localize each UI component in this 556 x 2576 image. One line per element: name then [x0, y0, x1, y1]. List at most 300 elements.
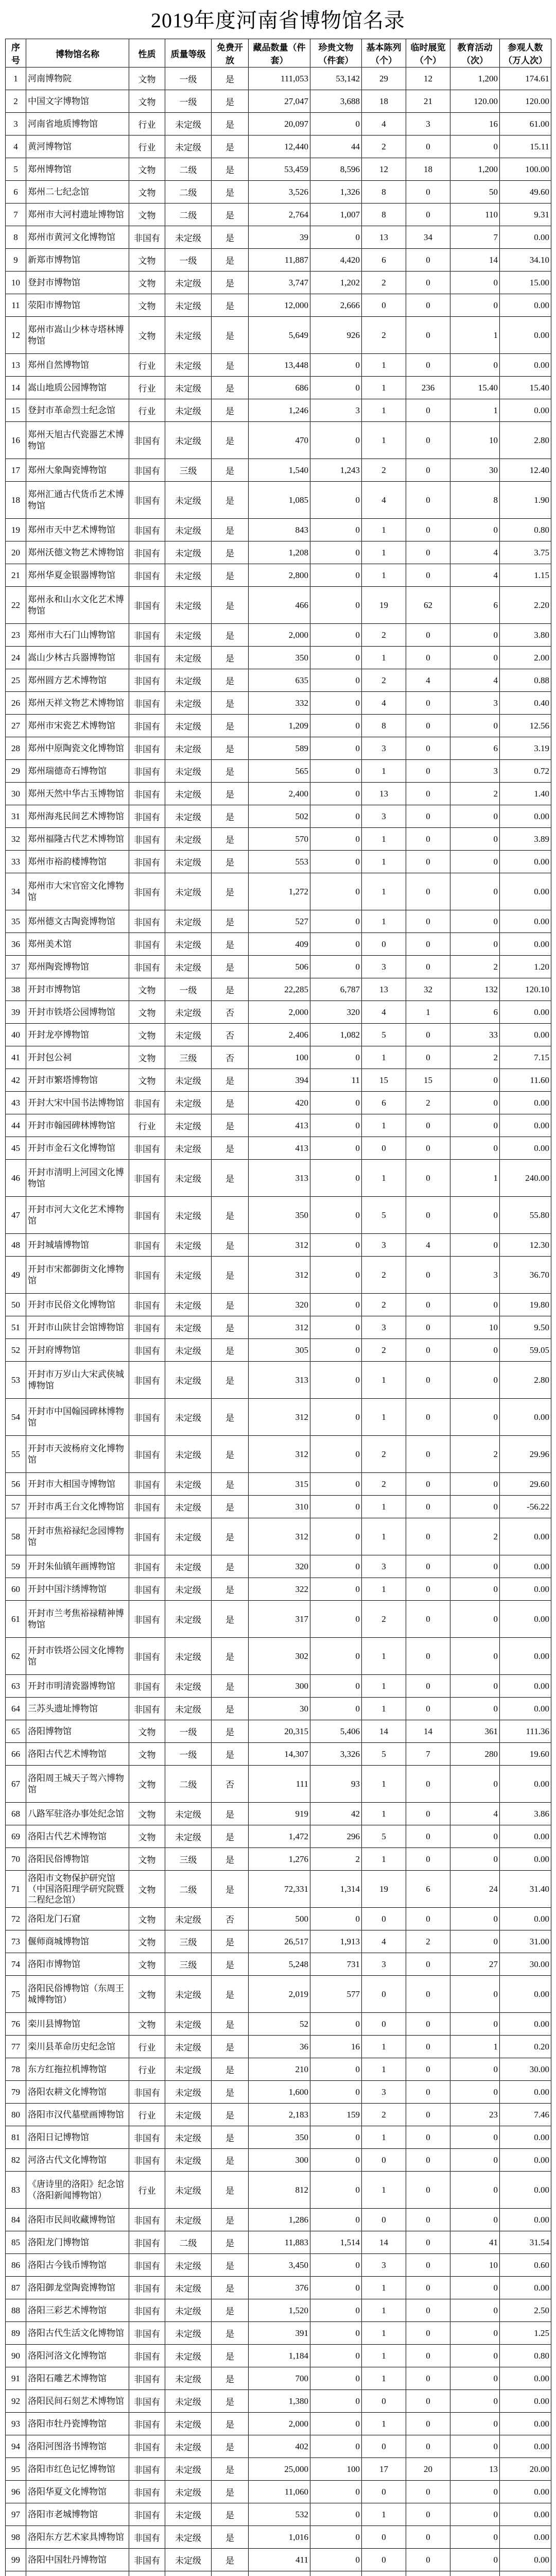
museum-name-cell: 东方红拖拉机博物馆: [26, 2058, 129, 2081]
free-open-cell: 是: [212, 2058, 249, 2081]
nature-cell: 非国有: [129, 482, 165, 519]
education-activities-cell: 0: [450, 2299, 500, 2322]
museum-name-cell: 开封市翰园碑林博物馆: [26, 1114, 129, 1137]
nature-cell: 文物: [129, 67, 165, 90]
basic-exhibitions-cell: 0: [362, 1976, 406, 2013]
temporary-exhibitions-cell: 0: [406, 1257, 450, 1294]
quality-grade-cell: 未定级: [165, 541, 212, 564]
basic-exhibitions-cell: 6: [362, 249, 406, 272]
education-activities-cell: 6: [450, 737, 500, 760]
basic-exhibitions-cell: 3: [362, 956, 406, 978]
education-activities-cell: 0: [450, 354, 500, 377]
museum-name-cell: 开封市山陕甘会馆博物馆: [26, 1316, 129, 1339]
collection-count-cell: 111: [249, 1766, 310, 1803]
quality-grade-cell: 未定级: [165, 1197, 212, 1234]
row-number-cell: 5: [6, 158, 26, 181]
basic-exhibitions-cell: 1: [362, 1114, 406, 1137]
table-row: [6, 2322, 551, 2345]
education-activities-cell: 23: [450, 2104, 500, 2126]
collection-count-cell: 500: [249, 1908, 310, 1930]
table-row: [6, 2013, 551, 2036]
nature-cell: 文物: [129, 1825, 165, 1848]
precious-relics-cell: 1,913: [310, 1930, 362, 1953]
quality-grade-cell: 未定级: [165, 933, 212, 956]
nature-cell: 非国有: [129, 519, 165, 541]
nature-cell: 非国有: [129, 647, 165, 669]
education-activities-cell: 15.40: [450, 377, 500, 399]
visitors-cell: 0.00: [500, 399, 551, 422]
precious-relics-cell: 5,406: [310, 1720, 362, 1743]
museum-name-cell: 登封市革命烈士纪念馆: [26, 399, 129, 422]
quality-grade-cell: 未定级: [165, 294, 212, 317]
visitors-cell: 30.00: [500, 2058, 551, 2081]
basic-exhibitions-cell: 0: [362, 1137, 406, 1160]
museum-name-cell: 开封大宋中国书法博物馆: [26, 1092, 129, 1114]
nature-cell: 行业: [129, 135, 165, 158]
basic-exhibitions-cell: 1: [362, 1638, 406, 1675]
education-activities-cell: 3: [450, 760, 500, 783]
education-activities-cell: 10: [450, 422, 500, 459]
table-row: [6, 2345, 551, 2367]
basic-exhibitions-cell: 2: [362, 1473, 406, 1496]
free-open-cell: 否: [212, 1024, 249, 1046]
temporary-exhibitions-cell: 0: [406, 873, 450, 910]
free-open-cell: [212, 2571, 249, 2576]
quality-grade-cell: 未定级: [165, 1024, 212, 1046]
row-number-cell: 80: [6, 2104, 26, 2126]
quality-grade-cell: 未定级: [165, 317, 212, 354]
quality-grade-cell: 未定级: [165, 2458, 212, 2481]
museum-name-cell: 开封中国汴绣博物馆: [26, 1578, 129, 1601]
visitors-cell: 0.00: [500, 2413, 551, 2435]
table-row: [6, 2367, 551, 2390]
table-row: [6, 624, 551, 647]
quality-grade-cell: 未定级: [165, 624, 212, 647]
precious-relics-cell: 0: [310, 541, 362, 564]
education-activities-cell: 0: [450, 2526, 500, 2549]
museum-name-cell: 开封市民俗文化博物馆: [26, 1294, 129, 1316]
quality-grade-cell: 未定级: [165, 805, 212, 828]
collection-count-cell: 22,285: [249, 978, 310, 1001]
education-activities-cell: 0: [450, 2481, 500, 2503]
row-number-cell: 53: [6, 1362, 26, 1399]
basic-exhibitions-cell: 2: [362, 669, 406, 692]
visitors-cell: 31.54: [500, 2231, 551, 2254]
quality-grade-cell: 未定级: [165, 1257, 212, 1294]
row-number-cell: 50: [6, 1294, 26, 1316]
row-number-cell: 78: [6, 2058, 26, 2081]
visitors-cell: 0.00: [500, 1601, 551, 1638]
temporary-exhibitions-cell: 0: [406, 2413, 450, 2435]
nature-cell: 非国有: [129, 1399, 165, 1436]
quality-grade-cell: 未定级: [165, 2277, 212, 2299]
museum-name-cell: 洛阳民间石刻艺术博物馆: [26, 2390, 129, 2413]
visitors-cell: 0.00: [500, 851, 551, 873]
temporary-exhibitions-cell: 0: [406, 1825, 450, 1848]
nature-cell: 文物: [129, 1024, 165, 1046]
visitors-cell: [500, 2571, 551, 2576]
museum-name-cell: 荥阳市博物馆: [26, 294, 129, 317]
row-number-cell: 29: [6, 760, 26, 783]
quality-grade-cell: 三级: [165, 1930, 212, 1953]
row-number-cell: 1: [6, 67, 26, 90]
basic-exhibitions-cell: 2: [362, 1339, 406, 1362]
row-number-cell: 82: [6, 2149, 26, 2172]
museum-name-cell: 开封市宋都御街文化博物馆: [26, 1257, 129, 1294]
free-open-cell: 是: [212, 1601, 249, 1638]
free-open-cell: 是: [212, 1976, 249, 2013]
table-row: [6, 1908, 551, 1930]
nature-cell: 非国有: [129, 669, 165, 692]
row-number-cell: 47: [6, 1197, 26, 1234]
quality-grade-cell: 未定级: [165, 482, 212, 519]
table-row: [6, 956, 551, 978]
visitors-cell: 0.00: [500, 1137, 551, 1160]
quality-grade-cell: 未定级: [165, 1001, 212, 1024]
collection-count-cell: 26,517: [249, 1930, 310, 1953]
quality-grade-cell: 未定级: [165, 2549, 212, 2571]
precious-relics-cell: 0: [310, 783, 362, 805]
education-activities-cell: 0: [450, 1908, 500, 1930]
quality-grade-cell: 未定级: [165, 2367, 212, 2390]
education-activities-cell: 0: [450, 2322, 500, 2345]
education-activities-cell: 4: [450, 541, 500, 564]
collection-count-cell: 11,883: [249, 2231, 310, 2254]
nature-cell: 文物: [129, 272, 165, 294]
temporary-exhibitions-cell: 0: [406, 1197, 450, 1234]
temporary-exhibitions-cell: 0: [406, 647, 450, 669]
visitors-cell: 3.80: [500, 624, 551, 647]
free-open-cell: 是: [212, 2345, 249, 2367]
temporary-exhibitions-cell: 0: [406, 1908, 450, 1930]
museum-name-cell: 郑州天旭古代瓷器艺术博物馆: [26, 422, 129, 459]
quality-grade-cell: 一级: [165, 1720, 212, 1743]
free-open-cell: 是: [212, 737, 249, 760]
temporary-exhibitions-cell: 0: [406, 1362, 450, 1399]
temporary-exhibitions-cell: 0: [406, 1578, 450, 1601]
temporary-exhibitions-cell: 1: [406, 1001, 450, 1024]
temporary-exhibitions-cell: 0: [406, 2254, 450, 2277]
nature-cell: 非国有: [129, 2345, 165, 2367]
precious-relics-cell: 731: [310, 1953, 362, 1976]
precious-relics-cell: 42: [310, 1803, 362, 1825]
basic-exhibitions-cell: 0: [362, 2435, 406, 2458]
nature-cell: 非国有: [129, 2231, 165, 2254]
temporary-exhibitions-cell: 0: [406, 1160, 450, 1197]
temporary-exhibitions-cell: 0: [406, 1436, 450, 1473]
temporary-exhibitions-cell: 15: [406, 1069, 450, 1092]
free-open-cell: 是: [212, 692, 249, 715]
museum-name-cell: 郑州汇通古代货币艺术博物馆: [26, 482, 129, 519]
collection-count-cell: 2,400: [249, 783, 310, 805]
precious-relics-cell: 0: [310, 2013, 362, 2036]
quality-grade-cell: 未定级: [165, 519, 212, 541]
temporary-exhibitions-cell: 2: [406, 1092, 450, 1114]
temporary-exhibitions-cell: 0: [406, 2277, 450, 2299]
free-open-cell: 是: [212, 933, 249, 956]
museum-name-cell: 开封包公祠: [26, 1046, 129, 1069]
basic-exhibitions-cell: 5: [362, 1024, 406, 1046]
education-activities-cell: 3: [450, 1257, 500, 1294]
table-row: [6, 1496, 551, 1518]
collection-count-cell: 20,097: [249, 113, 310, 135]
temporary-exhibitions-cell: 0: [406, 204, 450, 226]
row-number-cell: 31: [6, 805, 26, 828]
visitors-cell: 0.00: [500, 1675, 551, 1698]
temporary-exhibitions-cell: 0: [406, 783, 450, 805]
visitors-cell: 0.80: [500, 519, 551, 541]
basic-exhibitions-cell: 1: [362, 2126, 406, 2149]
nature-cell: 文物: [129, 978, 165, 1001]
collection-count-cell: 317: [249, 1601, 310, 1638]
visitors-cell: 11.60: [500, 1069, 551, 1092]
temporary-exhibitions-cell: 0: [406, 1976, 450, 2013]
nature-cell: 非国有: [129, 2503, 165, 2526]
temporary-exhibitions-cell: 0: [406, 1046, 450, 1069]
nature-cell: 文物: [129, 90, 165, 113]
precious-relics-cell: 1,202: [310, 272, 362, 294]
collection-count-cell: 332: [249, 692, 310, 715]
quality-grade-cell: 三级: [165, 1046, 212, 1069]
quality-grade-cell: 未定级: [165, 1069, 212, 1092]
temporary-exhibitions-cell: 7: [406, 1743, 450, 1766]
education-activities-cell: 0: [450, 1399, 500, 1436]
basic-exhibitions-cell: 1: [362, 760, 406, 783]
collection-count-cell: 565: [249, 760, 310, 783]
precious-relics-cell: 0: [310, 2345, 362, 2367]
free-open-cell: 是: [212, 1743, 249, 1766]
row-number-cell: 37: [6, 956, 26, 978]
basic-exhibitions-cell: 13: [362, 226, 406, 249]
free-open-cell: 是: [212, 1362, 249, 1399]
visitors-cell: 0.20: [500, 2036, 551, 2058]
collection-count-cell: 812: [249, 2172, 310, 2209]
collection-count-cell: 302: [249, 1638, 310, 1675]
free-open-cell: 否: [212, 1046, 249, 1069]
nature-cell: 非国有: [129, 2367, 165, 2390]
basic-exhibitions-cell: 1: [362, 354, 406, 377]
education-activities-cell: 0: [450, 851, 500, 873]
visitors-cell: 0.00: [500, 2081, 551, 2104]
education-activities-cell: 2: [450, 956, 500, 978]
visitors-cell: 0.00: [500, 2172, 551, 2209]
collection-count-cell: 2,000: [249, 1001, 310, 1024]
quality-grade-cell: 未定级: [165, 226, 212, 249]
precious-relics-cell: 0: [310, 2481, 362, 2503]
museum-name-cell: 洛阳古代生活文化博物馆: [26, 2322, 129, 2345]
education-activities-cell: 361: [450, 1720, 500, 1743]
museum-name-cell: 郑州市大河村遗址博物馆: [26, 204, 129, 226]
visitors-cell: 3.86: [500, 1803, 551, 1825]
quality-grade-cell: 未定级: [165, 956, 212, 978]
collection-count-cell: 466: [249, 587, 310, 624]
museum-name-cell: 郑州大象陶瓷博物馆: [26, 459, 129, 482]
education-activities-cell: 0: [450, 647, 500, 669]
nature-cell: 文物: [129, 1743, 165, 1766]
quality-grade-cell: 一级: [165, 249, 212, 272]
temporary-exhibitions-cell: 0: [406, 1114, 450, 1137]
visitors-cell: 1.90: [500, 482, 551, 519]
free-open-cell: 是: [212, 317, 249, 354]
museum-name-cell: 洛阳三彩艺术博物馆: [26, 2299, 129, 2322]
free-open-cell: 是: [212, 624, 249, 647]
precious-relics-cell: 0: [310, 2367, 362, 2390]
quality-grade-cell: 未定级: [165, 783, 212, 805]
collection-count-cell: 312: [249, 1257, 310, 1294]
basic-exhibitions-cell: 8: [362, 181, 406, 204]
collection-count-cell: 2,183: [249, 2104, 310, 2126]
column-header: 临时展览（个）: [406, 39, 450, 67]
education-activities-cell: 50: [450, 181, 500, 204]
education-activities-cell: 2: [450, 1046, 500, 1069]
visitors-cell: 0.00: [500, 2503, 551, 2526]
basic-exhibitions-cell: 1: [362, 1578, 406, 1601]
basic-exhibitions-cell: 29: [362, 67, 406, 90]
free-open-cell: 是: [212, 1698, 249, 1720]
museum-name-cell: [26, 2571, 129, 2576]
museum-name-cell: 郑州天然中华古玉博物馆: [26, 783, 129, 805]
table-row: [6, 1473, 551, 1496]
free-open-cell: 是: [212, 377, 249, 399]
basic-exhibitions-cell: 12: [362, 158, 406, 181]
basic-exhibitions-cell: 1: [362, 647, 406, 669]
collection-count-cell: 1,380: [249, 2390, 310, 2413]
table-row: [6, 2413, 551, 2435]
row-number-cell: 6: [6, 181, 26, 204]
free-open-cell: 是: [212, 1720, 249, 1743]
row-number-cell: 99: [6, 2549, 26, 2571]
precious-relics-cell: 4,420: [310, 249, 362, 272]
nature-cell: 非国有: [129, 2254, 165, 2277]
education-activities-cell: 0: [450, 1069, 500, 1092]
table-row: [6, 1555, 551, 1578]
collection-count-cell: 36: [249, 2036, 310, 2058]
table-row: [6, 2209, 551, 2231]
table-row: [6, 2172, 551, 2209]
quality-grade-cell: 一级: [165, 978, 212, 1001]
table-row: [6, 1046, 551, 1069]
museum-name-cell: 郑州瑞德奇石博物馆: [26, 760, 129, 783]
quality-grade-cell: 未定级: [165, 737, 212, 760]
basic-exhibitions-cell: 2: [362, 272, 406, 294]
collection-count-cell: 315: [249, 1473, 310, 1496]
museum-name-cell: 郑州德文古陶瓷博物馆: [26, 910, 129, 933]
visitors-cell: 0.00: [500, 1698, 551, 1720]
education-activities-cell: 0: [450, 1114, 500, 1137]
museum-name-cell: 洛阳市红色记忆博物馆: [26, 2458, 129, 2481]
row-number-cell: 63: [6, 1675, 26, 1698]
table-row: [6, 1766, 551, 1803]
visitors-cell: 0.00: [500, 1825, 551, 1848]
nature-cell: 行业: [129, 2172, 165, 2209]
quality-grade-cell: 三级: [165, 1953, 212, 1976]
column-header: 质量等级: [165, 39, 212, 67]
precious-relics-cell: [310, 2571, 362, 2576]
education-activities-cell: 41: [450, 2231, 500, 2254]
precious-relics-cell: 0: [310, 587, 362, 624]
education-activities-cell: [450, 2571, 500, 2576]
collection-count-cell: 1,276: [249, 1848, 310, 1871]
precious-relics-cell: 0: [310, 2435, 362, 2458]
free-open-cell: 是: [212, 715, 249, 737]
temporary-exhibitions-cell: 0: [406, 2435, 450, 2458]
collection-count-cell: 20,315: [249, 1720, 310, 1743]
table-row: [6, 564, 551, 587]
education-activities-cell: 0: [450, 1675, 500, 1698]
basic-exhibitions-cell: 2: [362, 135, 406, 158]
visitors-cell: 0.00: [500, 1114, 551, 1137]
education-activities-cell: 0: [450, 805, 500, 828]
nature-cell: 非国有: [129, 1436, 165, 1473]
precious-relics-cell: 0: [310, 1092, 362, 1114]
table-row: [6, 1137, 551, 1160]
collection-count-cell: 5,649: [249, 317, 310, 354]
museum-name-cell: 郑州永和山水文化艺术博物馆: [26, 587, 129, 624]
temporary-exhibitions-cell: 0: [406, 1601, 450, 1638]
precious-relics-cell: 2: [310, 1848, 362, 1871]
column-header: 免费开放: [212, 39, 249, 67]
precious-relics-cell: 0: [310, 1698, 362, 1720]
museum-name-cell: 栾川县革命历史纪念馆: [26, 2036, 129, 2058]
quality-grade-cell: 未定级: [165, 2149, 212, 2172]
collection-count-cell: 3,747: [249, 272, 310, 294]
education-activities-cell: 0: [450, 1976, 500, 2013]
quality-grade-cell: 未定级: [165, 1294, 212, 1316]
table-row: [6, 294, 551, 317]
temporary-exhibitions-cell: 0: [406, 459, 450, 482]
free-open-cell: 是: [212, 2367, 249, 2390]
precious-relics-cell: 0: [310, 1578, 362, 1601]
visitors-cell: 0.00: [500, 1638, 551, 1675]
temporary-exhibitions-cell: 0: [406, 272, 450, 294]
precious-relics-cell: 0: [310, 828, 362, 851]
education-activities-cell: 30: [450, 459, 500, 482]
collection-count-cell: 12,000: [249, 294, 310, 317]
table-row: [6, 1001, 551, 1024]
precious-relics-cell: 0: [310, 805, 362, 828]
quality-grade-cell: 未定级: [165, 2172, 212, 2209]
visitors-cell: 61.00: [500, 113, 551, 135]
nature-cell: 非国有: [129, 851, 165, 873]
table-row: [6, 2526, 551, 2549]
free-open-cell: 是: [212, 1496, 249, 1518]
education-activities-cell: 3: [450, 692, 500, 715]
quality-grade-cell: 未定级: [165, 1803, 212, 1825]
table-row: [6, 158, 551, 181]
table-row: [6, 272, 551, 294]
table-row: [6, 459, 551, 482]
table-row: [6, 1092, 551, 1114]
basic-exhibitions-cell: 19: [362, 1871, 406, 1908]
quality-grade-cell: 一级: [165, 90, 212, 113]
collection-count-cell: 843: [249, 519, 310, 541]
basic-exhibitions-cell: 1: [362, 1518, 406, 1555]
row-number-cell: 62: [6, 1638, 26, 1675]
table-row: [6, 1197, 551, 1234]
education-activities-cell: 0: [450, 1638, 500, 1675]
free-open-cell: 是: [212, 2081, 249, 2104]
quality-grade-cell: 未定级: [165, 1518, 212, 1555]
temporary-exhibitions-cell: 0: [406, 851, 450, 873]
free-open-cell: 是: [212, 1473, 249, 1496]
visitors-cell: 0.00: [500, 226, 551, 249]
education-activities-cell: 14: [450, 249, 500, 272]
quality-grade-cell: 未定级: [165, 2345, 212, 2367]
precious-relics-cell: 577: [310, 1976, 362, 2013]
museum-name-cell: 开封市清明上河园文化博物馆: [26, 1160, 129, 1197]
table-row: [6, 1114, 551, 1137]
quality-grade-cell: 未定级: [165, 1137, 212, 1160]
